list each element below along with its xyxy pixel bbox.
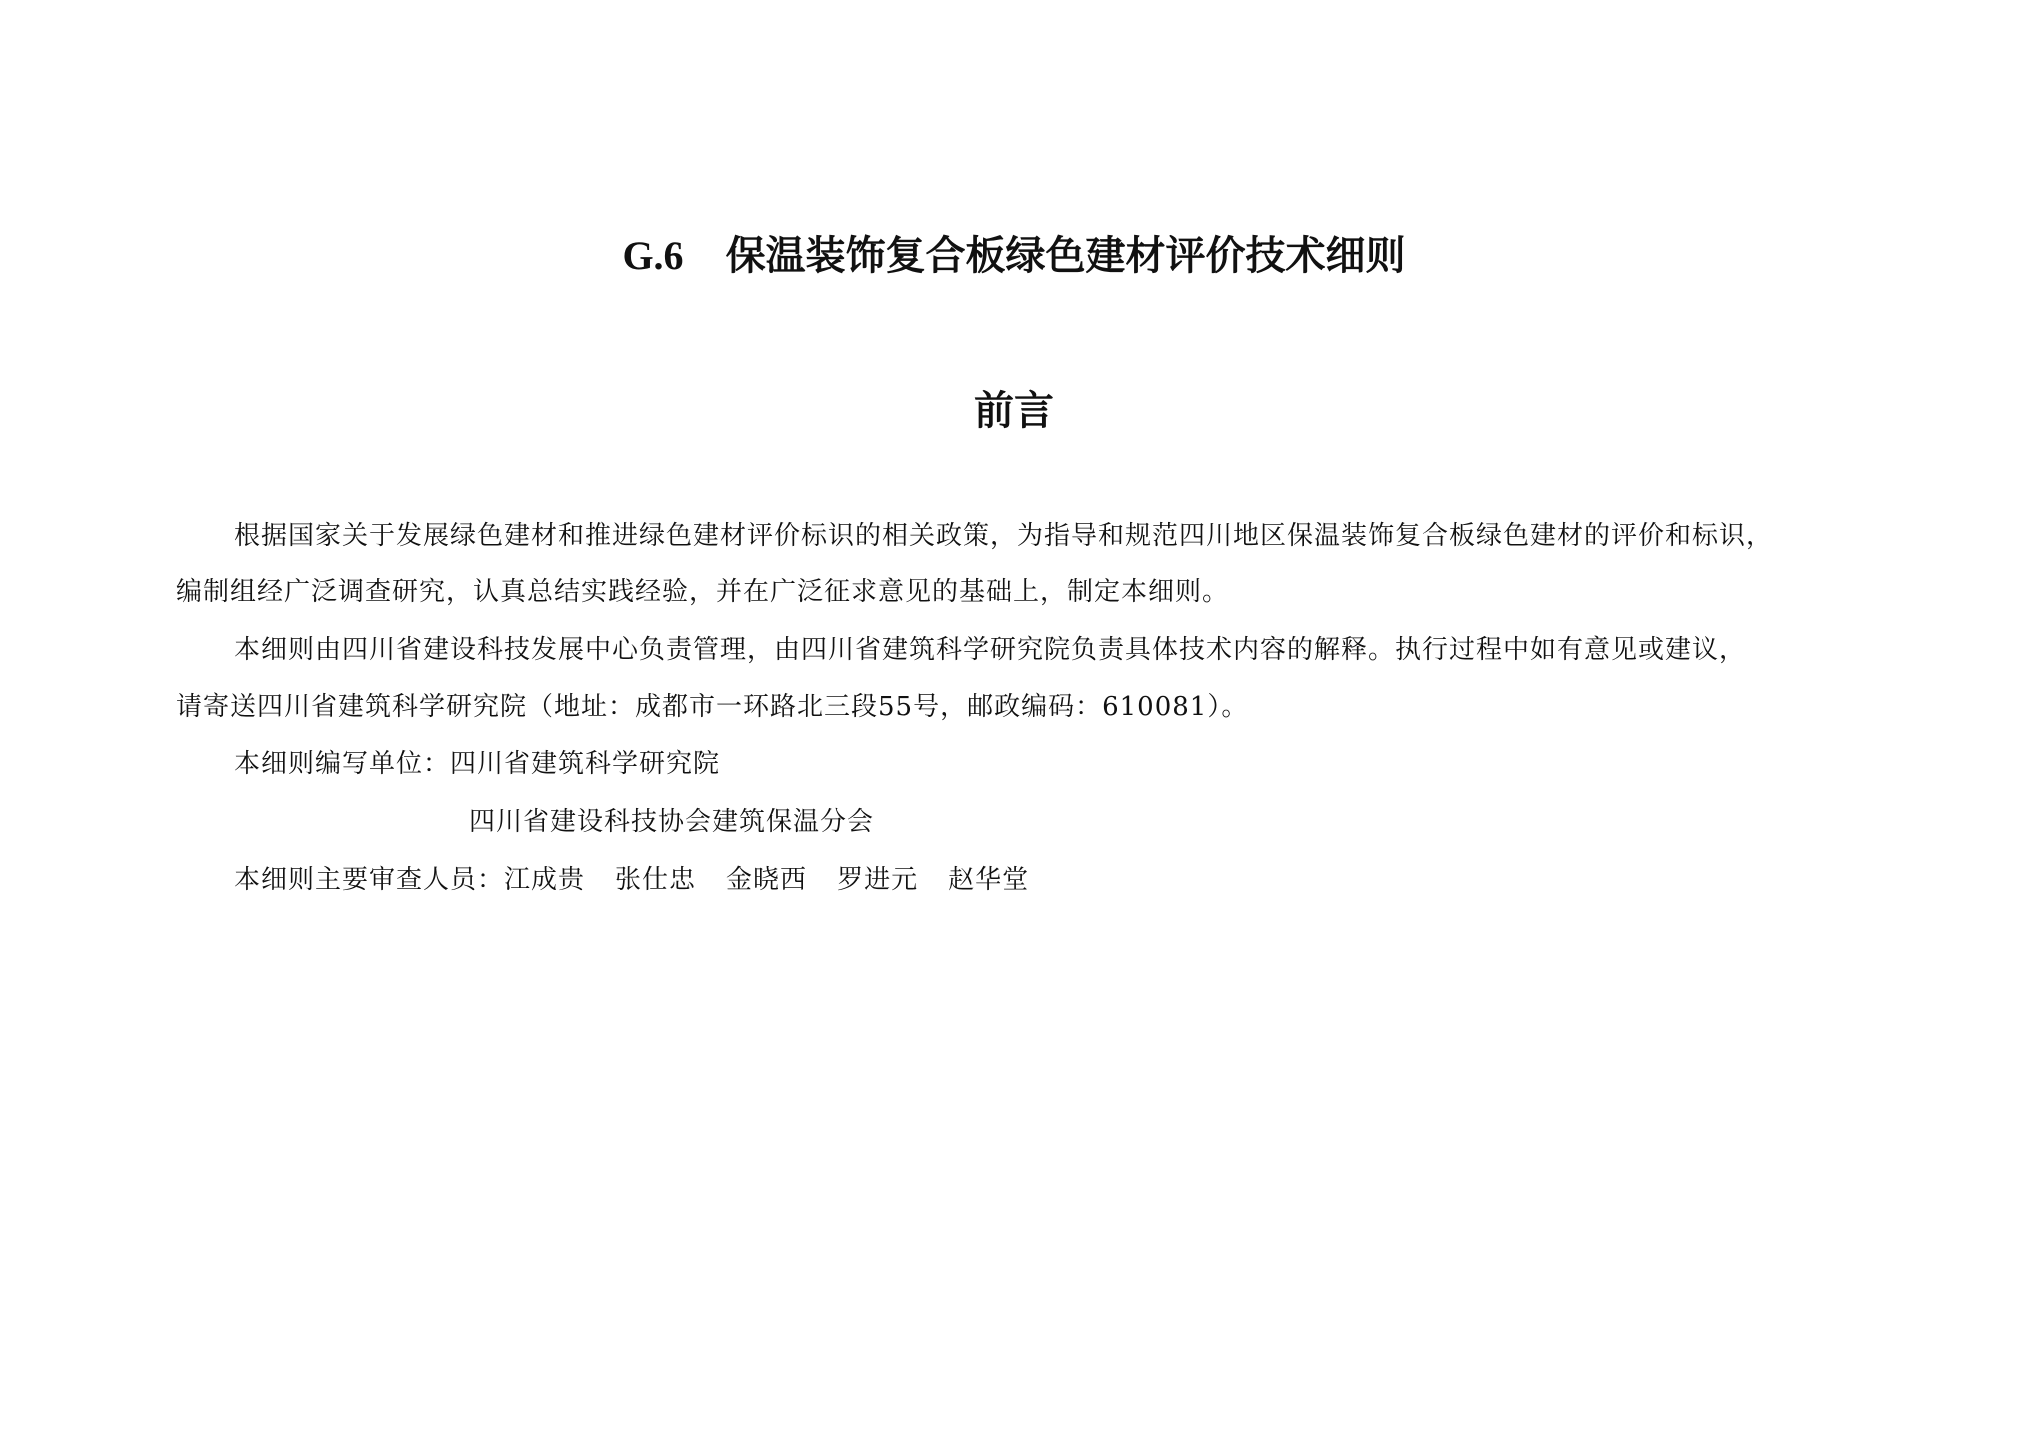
paragraph-2-line-1 (176, 632, 1876, 668)
paragraph-1-line-2 (176, 574, 1876, 610)
preface-heading: 前言 (974, 387, 1054, 434)
editors-line-2 (469, 804, 2028, 840)
reviewer-name: 江成贵 (504, 865, 586, 895)
title-text: 保温装饰复合板绿色建材评价技术细则 (725, 232, 1406, 279)
editor-name: 四川省建筑科学研究院 (450, 749, 721, 779)
reviewer-name: 罗进元 (837, 865, 919, 895)
paragraph-text: 编制组经广泛调查研究，认真总结实践经验，并在广泛征求意见的基础上，制定本细则。 (176, 577, 1230, 607)
reviewers-label: 本细则主要审查人员： (234, 865, 505, 895)
paragraph-2-line-2 (176, 689, 1876, 725)
reviewer-name: 张仕忠 (615, 865, 697, 895)
reviewers-line (176, 862, 1876, 898)
document-title (0, 228, 2028, 284)
section-number: G.6 (622, 233, 684, 278)
editors-line-1 (176, 746, 1876, 782)
paragraph-1-line-1 (176, 518, 1876, 554)
reviewer-name: 金晓西 (726, 865, 808, 895)
paragraph-text: 请寄送四川省建筑科学研究院（地址：成都市一环路北三段55号，邮政编码：610081）。 (176, 692, 1249, 722)
paragraph-text: 根据国家关于发展绿色建材和推进绿色建材评价标识的相关政策，为指导和规范四川地区保温装饰复合板绿色建材的评价和标识， (234, 521, 1774, 551)
paragraph-text: 本细则由四川省建设科技发展中心负责管理，由四川省建筑科学研究院负责具体技术内容的解释。执行过程中如有意见或建议， (234, 635, 1747, 665)
reviewer-name: 赵华堂 (948, 865, 1030, 895)
editors-label: 本细则编写单位： (234, 749, 451, 779)
editor-name: 四川省建设科技协会建筑保温分会 (469, 807, 875, 837)
